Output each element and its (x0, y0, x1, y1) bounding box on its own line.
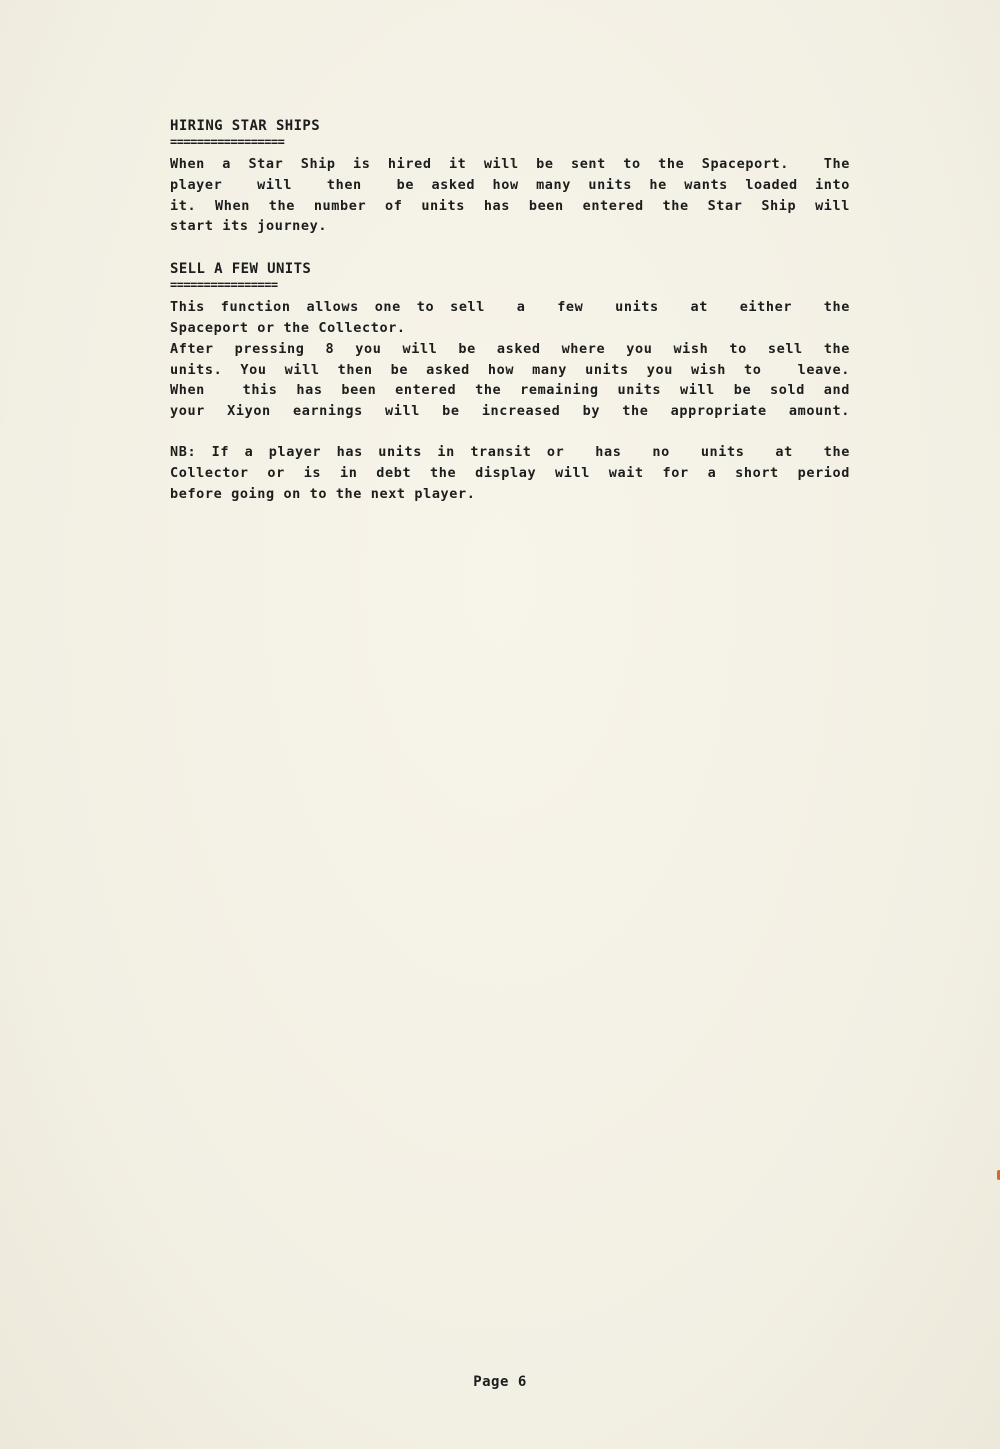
section-hiring-star-ships (170, 116, 850, 237)
text-line: start its journey. (170, 218, 328, 235)
section-heading: SELL A FEW UNITS (170, 261, 312, 278)
text-line: Collector or is in debt the display will wait for a short period (170, 464, 850, 481)
text-line: player will then be asked how many units he wants loaded into (170, 176, 850, 193)
text-line: before going on to the next player. (170, 485, 476, 502)
text-line: NB: If a player has units in transit or has no units at the (170, 443, 850, 460)
text-line: After pressing 8 you will be asked where you wish to sell the (170, 340, 850, 357)
note-paragraph (170, 442, 850, 504)
text-line: When this has been entered the remaining units will be sold and (170, 382, 850, 399)
text-line: it. When the number of units has been entered the Star Ship will (170, 197, 850, 214)
section-heading: HIRING STAR SHIPS (170, 118, 321, 134)
text-line: When a Star Ship is hired it will be sent to the Spaceport. The (170, 156, 850, 172)
heading-rule: ================= (170, 136, 285, 148)
page-number: Page 6 (473, 1374, 527, 1390)
document-body (170, 116, 850, 504)
text-line: your Xiyon earnings will be increased by the appropriate amount. (170, 403, 850, 420)
text-line: Spaceport or the Collector. (170, 319, 406, 336)
text-line: This function allows one to sell a few units at either the (170, 299, 850, 316)
section-sell-a-few-units (170, 259, 850, 422)
heading-rule: ================ (170, 279, 278, 292)
paragraph (170, 154, 850, 237)
paragraph (170, 297, 850, 422)
text-line: units. You will then be asked how many units you wish to leave. (170, 361, 850, 378)
